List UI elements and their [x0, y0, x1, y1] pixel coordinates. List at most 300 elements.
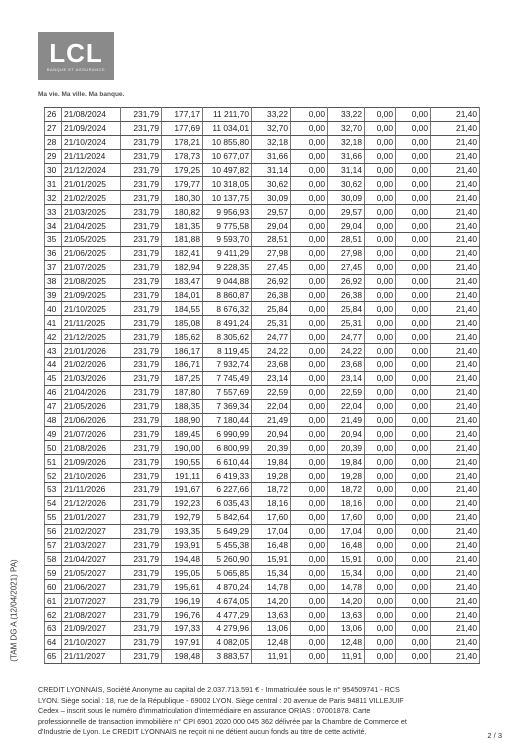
- table-cell: 231,79: [121, 121, 162, 135]
- table-cell: 0,00: [396, 649, 431, 663]
- table-cell: 0,00: [365, 385, 396, 399]
- table-cell: 11,91: [328, 649, 365, 663]
- table-cell: 26,92: [328, 274, 365, 288]
- table-cell: 50: [45, 441, 62, 455]
- table-cell: 0,00: [291, 121, 328, 135]
- table-row: [45, 233, 480, 247]
- table-cell: 21,40: [431, 344, 480, 358]
- table-cell: 187,25: [162, 371, 203, 385]
- table-cell: 0,00: [291, 274, 328, 288]
- table-cell: 25,84: [328, 302, 365, 316]
- table-cell: 231,79: [121, 566, 162, 580]
- table-cell: 21/05/2027: [62, 566, 121, 580]
- table-cell: 23,68: [328, 358, 365, 372]
- table-cell: 47: [45, 399, 62, 413]
- table-cell: 21,40: [431, 371, 480, 385]
- table-cell: 0,00: [291, 205, 328, 219]
- table-cell: 56: [45, 524, 62, 538]
- table-cell: 25,31: [328, 316, 365, 330]
- table-cell: 13,06: [328, 621, 365, 635]
- table-cell: 21,40: [431, 413, 480, 427]
- table-cell: 26: [45, 108, 62, 122]
- table-cell: 184,55: [162, 302, 203, 316]
- amortization-table-body: [45, 108, 480, 664]
- table-cell: 0,00: [291, 510, 328, 524]
- table-cell: 0,00: [291, 330, 328, 344]
- table-cell: 28,51: [252, 233, 291, 247]
- table-cell: 27,98: [252, 246, 291, 260]
- table-cell: 0,00: [291, 108, 328, 122]
- table-row: [45, 524, 480, 538]
- table-cell: 0,00: [365, 163, 396, 177]
- table-cell: 21/11/2024: [62, 149, 121, 163]
- table-cell: 0,00: [291, 621, 328, 635]
- table-row: [45, 427, 480, 441]
- table-cell: 178,73: [162, 149, 203, 163]
- table-cell: 231,79: [121, 108, 162, 122]
- table-cell: 0,00: [396, 413, 431, 427]
- table-cell: 0,00: [365, 483, 396, 497]
- table-row: [45, 163, 480, 177]
- table-cell: 21,40: [431, 469, 480, 483]
- table-row: [45, 385, 480, 399]
- table-cell: 0,00: [365, 191, 396, 205]
- table-row: [45, 580, 480, 594]
- table-cell: 21,40: [431, 108, 480, 122]
- table-cell: 231,79: [121, 496, 162, 510]
- table-cell: 8 491,24: [203, 316, 252, 330]
- table-cell: 21,40: [431, 441, 480, 455]
- table-cell: 0,00: [365, 441, 396, 455]
- table-cell: 0,00: [365, 358, 396, 372]
- table-cell: 52: [45, 469, 62, 483]
- table-cell: 11 211,70: [203, 108, 252, 122]
- table-cell: 21/01/2027: [62, 510, 121, 524]
- table-cell: 21,40: [431, 246, 480, 260]
- table-cell: 0,00: [365, 649, 396, 663]
- table-cell: 0,00: [396, 524, 431, 538]
- table-cell: 53: [45, 483, 62, 497]
- table-cell: 28: [45, 135, 62, 149]
- table-cell: 6 800,99: [203, 441, 252, 455]
- table-row: [45, 594, 480, 608]
- table-cell: 21/04/2027: [62, 552, 121, 566]
- table-cell: 21/07/2026: [62, 427, 121, 441]
- table-cell: 32,70: [328, 121, 365, 135]
- amortization-table: [44, 107, 480, 664]
- table-cell: 0,00: [396, 163, 431, 177]
- table-cell: 196,76: [162, 608, 203, 622]
- table-cell: 21,40: [431, 177, 480, 191]
- table-cell: 231,79: [121, 274, 162, 288]
- table-cell: 29,04: [252, 219, 291, 233]
- table-cell: 188,35: [162, 399, 203, 413]
- table-cell: 4 082,05: [203, 635, 252, 649]
- table-cell: 231,79: [121, 608, 162, 622]
- table-cell: 0,00: [365, 246, 396, 260]
- table-cell: 21,40: [431, 316, 480, 330]
- table-cell: 187,80: [162, 385, 203, 399]
- table-cell: 0,00: [365, 580, 396, 594]
- table-cell: 32,18: [328, 135, 365, 149]
- table-row: [45, 177, 480, 191]
- table-cell: 21,40: [431, 330, 480, 344]
- table-cell: 0,00: [291, 524, 328, 538]
- footer-line: LYON. Siège social : 18, rue de la République - 69002 LYON. Siège central : 20 avenue de Paris 94811 VILLEJUIF: [38, 695, 404, 705]
- table-cell: 21,40: [431, 288, 480, 302]
- table-cell: 19,28: [252, 469, 291, 483]
- table-cell: 0,00: [291, 149, 328, 163]
- table-cell: 24,22: [252, 344, 291, 358]
- table-cell: 231,79: [121, 135, 162, 149]
- table-cell: 21/05/2026: [62, 399, 121, 413]
- table-cell: 17,04: [328, 524, 365, 538]
- table-cell: 0,00: [365, 594, 396, 608]
- table-cell: 0,00: [396, 441, 431, 455]
- table-cell: 30,09: [328, 191, 365, 205]
- lcl-logo: [38, 32, 114, 80]
- table-cell: 231,79: [121, 371, 162, 385]
- table-row: [45, 288, 480, 302]
- table-cell: 0,00: [365, 427, 396, 441]
- table-cell: 27,98: [328, 246, 365, 260]
- table-cell: 7 369,34: [203, 399, 252, 413]
- table-row: [45, 246, 480, 260]
- table-cell: 0,00: [291, 316, 328, 330]
- table-cell: 48: [45, 413, 62, 427]
- table-cell: 0,00: [365, 302, 396, 316]
- table-cell: 195,05: [162, 566, 203, 580]
- table-cell: 21,40: [431, 149, 480, 163]
- table-cell: 231,79: [121, 191, 162, 205]
- table-cell: 0,00: [291, 483, 328, 497]
- table-cell: 21,40: [431, 496, 480, 510]
- table-row: [45, 316, 480, 330]
- table-cell: 31,66: [328, 149, 365, 163]
- table-cell: 0,00: [365, 121, 396, 135]
- table-cell: 29,57: [328, 205, 365, 219]
- table-cell: 25,31: [252, 316, 291, 330]
- table-cell: 190,55: [162, 455, 203, 469]
- table-row: [45, 552, 480, 566]
- table-cell: 15,91: [328, 552, 365, 566]
- table-cell: 14,78: [328, 580, 365, 594]
- table-cell: 0,00: [365, 552, 396, 566]
- table-cell: 21,49: [328, 413, 365, 427]
- table-cell: 21/10/2027: [62, 635, 121, 649]
- table-cell: 0,00: [396, 483, 431, 497]
- table-cell: 231,79: [121, 469, 162, 483]
- table-cell: 23,14: [252, 371, 291, 385]
- table-cell: 17,60: [328, 510, 365, 524]
- table-cell: 0,00: [291, 566, 328, 580]
- table-cell: 189,45: [162, 427, 203, 441]
- table-cell: 21,40: [431, 274, 480, 288]
- table-cell: 21,40: [431, 121, 480, 135]
- table-row: [45, 135, 480, 149]
- table-cell: 0,00: [291, 496, 328, 510]
- table-cell: 231,79: [121, 510, 162, 524]
- table-row: [45, 191, 480, 205]
- table-cell: 231,79: [121, 427, 162, 441]
- table-cell: 182,41: [162, 246, 203, 260]
- table-cell: 21,40: [431, 580, 480, 594]
- table-cell: 0,00: [365, 260, 396, 274]
- table-cell: 195,61: [162, 580, 203, 594]
- table-row: [45, 399, 480, 413]
- table-row: [45, 330, 480, 344]
- table-cell: 8 676,32: [203, 302, 252, 316]
- table-cell: 231,79: [121, 399, 162, 413]
- table-cell: 0,00: [291, 455, 328, 469]
- table-cell: 31,14: [328, 163, 365, 177]
- table-cell: 21/11/2026: [62, 483, 121, 497]
- table-row: [45, 121, 480, 135]
- footer-line: CREDIT LYONNAIS, Société Anonyme au capital de 2.037.713.591 € - Immatriculée sous le n° 954509741 - RCS: [38, 685, 400, 694]
- table-cell: 21/01/2026: [62, 344, 121, 358]
- table-cell: 0,00: [396, 371, 431, 385]
- table-cell: 30,09: [252, 191, 291, 205]
- table-cell: 0,00: [291, 649, 328, 663]
- table-cell: 21/12/2024: [62, 163, 121, 177]
- table-cell: 21/02/2025: [62, 191, 121, 205]
- table-row: [45, 344, 480, 358]
- table-cell: 0,00: [396, 608, 431, 622]
- table-cell: 231,79: [121, 302, 162, 316]
- table-cell: 0,00: [365, 233, 396, 247]
- table-row: [45, 496, 480, 510]
- table-cell: 0,00: [291, 413, 328, 427]
- table-cell: 30: [45, 163, 62, 177]
- table-cell: 26,38: [328, 288, 365, 302]
- table-cell: 0,00: [291, 580, 328, 594]
- table-cell: 231,79: [121, 594, 162, 608]
- table-cell: 49: [45, 427, 62, 441]
- table-cell: 27,45: [328, 260, 365, 274]
- table-cell: 0,00: [396, 330, 431, 344]
- table-cell: 43: [45, 344, 62, 358]
- table-cell: 5 842,64: [203, 510, 252, 524]
- table-cell: 0,00: [396, 580, 431, 594]
- table-cell: 185,62: [162, 330, 203, 344]
- table-cell: 33,22: [328, 108, 365, 122]
- table-cell: 21/10/2024: [62, 135, 121, 149]
- table-cell: 9 593,70: [203, 233, 252, 247]
- table-cell: 0,00: [291, 441, 328, 455]
- table-cell: 10 855,80: [203, 135, 252, 149]
- table-cell: 21/03/2027: [62, 538, 121, 552]
- table-cell: 183,47: [162, 274, 203, 288]
- table-row: [45, 635, 480, 649]
- table-cell: 0,00: [396, 191, 431, 205]
- table-cell: 21,40: [431, 191, 480, 205]
- table-cell: 21,40: [431, 621, 480, 635]
- table-cell: 0,00: [365, 344, 396, 358]
- table-cell: 0,00: [396, 399, 431, 413]
- table-cell: 231,79: [121, 233, 162, 247]
- table-cell: 32,18: [252, 135, 291, 149]
- table-cell: 0,00: [365, 621, 396, 635]
- table-cell: 21/09/2026: [62, 455, 121, 469]
- side-reference-text: (TAM DG A (12/04/2021) PA): [9, 558, 19, 662]
- table-cell: 45: [45, 371, 62, 385]
- table-cell: 0,00: [396, 635, 431, 649]
- table-cell: 6 227,66: [203, 483, 252, 497]
- table-cell: 0,00: [291, 427, 328, 441]
- table-cell: 26,92: [252, 274, 291, 288]
- table-cell: 18,16: [252, 496, 291, 510]
- table-cell: 0,00: [396, 552, 431, 566]
- table-cell: 21,40: [431, 427, 480, 441]
- table-cell: 231,79: [121, 205, 162, 219]
- table-cell: 29,57: [252, 205, 291, 219]
- table-row: [45, 455, 480, 469]
- table-cell: 0,00: [396, 358, 431, 372]
- table-cell: 0,00: [396, 288, 431, 302]
- table-row: [45, 621, 480, 635]
- table-cell: 0,00: [396, 455, 431, 469]
- table-cell: 231,79: [121, 538, 162, 552]
- table-cell: 40: [45, 302, 62, 316]
- table-cell: 0,00: [396, 566, 431, 580]
- table-cell: 12,48: [328, 635, 365, 649]
- table-cell: 0,00: [365, 149, 396, 163]
- table-cell: 17,04: [252, 524, 291, 538]
- table-cell: 24,77: [252, 330, 291, 344]
- table-cell: 18,16: [328, 496, 365, 510]
- table-cell: 0,00: [291, 260, 328, 274]
- table-cell: 31,14: [252, 163, 291, 177]
- table-cell: 21/04/2025: [62, 219, 121, 233]
- table-cell: 0,00: [365, 635, 396, 649]
- table-cell: 21/10/2026: [62, 469, 121, 483]
- table-cell: 22,59: [328, 385, 365, 399]
- table-cell: 231,79: [121, 413, 162, 427]
- table-cell: 0,00: [396, 469, 431, 483]
- table-cell: 33,22: [252, 108, 291, 122]
- table-cell: 13,63: [328, 608, 365, 622]
- table-row: [45, 608, 480, 622]
- table-cell: 21,40: [431, 302, 480, 316]
- table-cell: 29: [45, 149, 62, 163]
- table-cell: 21,40: [431, 552, 480, 566]
- table-cell: 14,20: [328, 594, 365, 608]
- table-cell: 0,00: [365, 524, 396, 538]
- table-cell: 177,17: [162, 108, 203, 122]
- table-cell: 21/06/2027: [62, 580, 121, 594]
- table-cell: 231,79: [121, 344, 162, 358]
- table-cell: 0,00: [396, 274, 431, 288]
- table-cell: 24,77: [328, 330, 365, 344]
- table-cell: 0,00: [291, 246, 328, 260]
- table-cell: 4 870,24: [203, 580, 252, 594]
- table-cell: 231,79: [121, 358, 162, 372]
- table-cell: 0,00: [365, 608, 396, 622]
- table-cell: 186,71: [162, 358, 203, 372]
- table-cell: 7 932,74: [203, 358, 252, 372]
- table-cell: 6 035,43: [203, 496, 252, 510]
- table-cell: 21,40: [431, 399, 480, 413]
- table-cell: 21,40: [431, 483, 480, 497]
- table-cell: 186,17: [162, 344, 203, 358]
- table-cell: 21/07/2025: [62, 260, 121, 274]
- table-cell: 21/08/2027: [62, 608, 121, 622]
- table-cell: 196,19: [162, 594, 203, 608]
- table-cell: 0,00: [396, 219, 431, 233]
- logo-mark: LCL: [49, 38, 103, 68]
- table-cell: 0,00: [291, 135, 328, 149]
- table-cell: 19,28: [328, 469, 365, 483]
- table-cell: 21,40: [431, 233, 480, 247]
- table-cell: 12,48: [252, 635, 291, 649]
- table-cell: 231,79: [121, 455, 162, 469]
- page-number: 2 / 3: [487, 731, 502, 740]
- table-cell: 0,00: [291, 552, 328, 566]
- table-row: [45, 302, 480, 316]
- table-cell: 231,79: [121, 441, 162, 455]
- legal-footer: [38, 685, 488, 738]
- table-cell: 32,70: [252, 121, 291, 135]
- table-cell: 18,72: [328, 483, 365, 497]
- table-cell: 62: [45, 608, 62, 622]
- table-cell: 0,00: [365, 108, 396, 122]
- table-cell: 21,40: [431, 594, 480, 608]
- table-row: [45, 205, 480, 219]
- table-cell: 177,69: [162, 121, 203, 135]
- table-cell: 231,79: [121, 621, 162, 635]
- table-cell: 0,00: [396, 233, 431, 247]
- table-cell: 20,39: [328, 441, 365, 455]
- table-cell: 0,00: [291, 358, 328, 372]
- table-cell: 21/03/2025: [62, 205, 121, 219]
- table-cell: 0,00: [365, 566, 396, 580]
- footer-line: d'Industrie de Lyon. Le CREDIT LYONNAIS ne reçoit ni ne détient aucun fonds au titre de cette activité.: [38, 727, 367, 737]
- table-cell: 61: [45, 594, 62, 608]
- table-cell: 25,84: [252, 302, 291, 316]
- table-cell: 19,84: [328, 455, 365, 469]
- table-cell: 21/05/2025: [62, 233, 121, 247]
- table-cell: 9 228,35: [203, 260, 252, 274]
- table-cell: 0,00: [396, 621, 431, 635]
- table-cell: 10 137,75: [203, 191, 252, 205]
- table-cell: 0,00: [365, 371, 396, 385]
- table-cell: 35: [45, 233, 62, 247]
- table-cell: 231,79: [121, 163, 162, 177]
- table-cell: 0,00: [396, 510, 431, 524]
- table-cell: 0,00: [396, 496, 431, 510]
- table-cell: 193,91: [162, 538, 203, 552]
- table-cell: 16,48: [328, 538, 365, 552]
- table-cell: 21/08/2025: [62, 274, 121, 288]
- table-cell: 4 477,29: [203, 608, 252, 622]
- table-row: [45, 371, 480, 385]
- table-cell: 0,00: [291, 219, 328, 233]
- table-cell: 51: [45, 455, 62, 469]
- table-cell: 0,00: [365, 316, 396, 330]
- table-cell: 13,63: [252, 608, 291, 622]
- table-cell: 6 419,33: [203, 469, 252, 483]
- table-cell: 231,79: [121, 316, 162, 330]
- tagline: Ma vie. Ma ville. Ma banque.: [38, 91, 125, 98]
- table-cell: 0,00: [365, 274, 396, 288]
- table-cell: 231,79: [121, 552, 162, 566]
- table-cell: 0,00: [365, 455, 396, 469]
- table-cell: 44: [45, 358, 62, 372]
- table-cell: 18,72: [252, 483, 291, 497]
- table-cell: 10 318,05: [203, 177, 252, 191]
- table-cell: 8 305,62: [203, 330, 252, 344]
- table-cell: 0,00: [396, 135, 431, 149]
